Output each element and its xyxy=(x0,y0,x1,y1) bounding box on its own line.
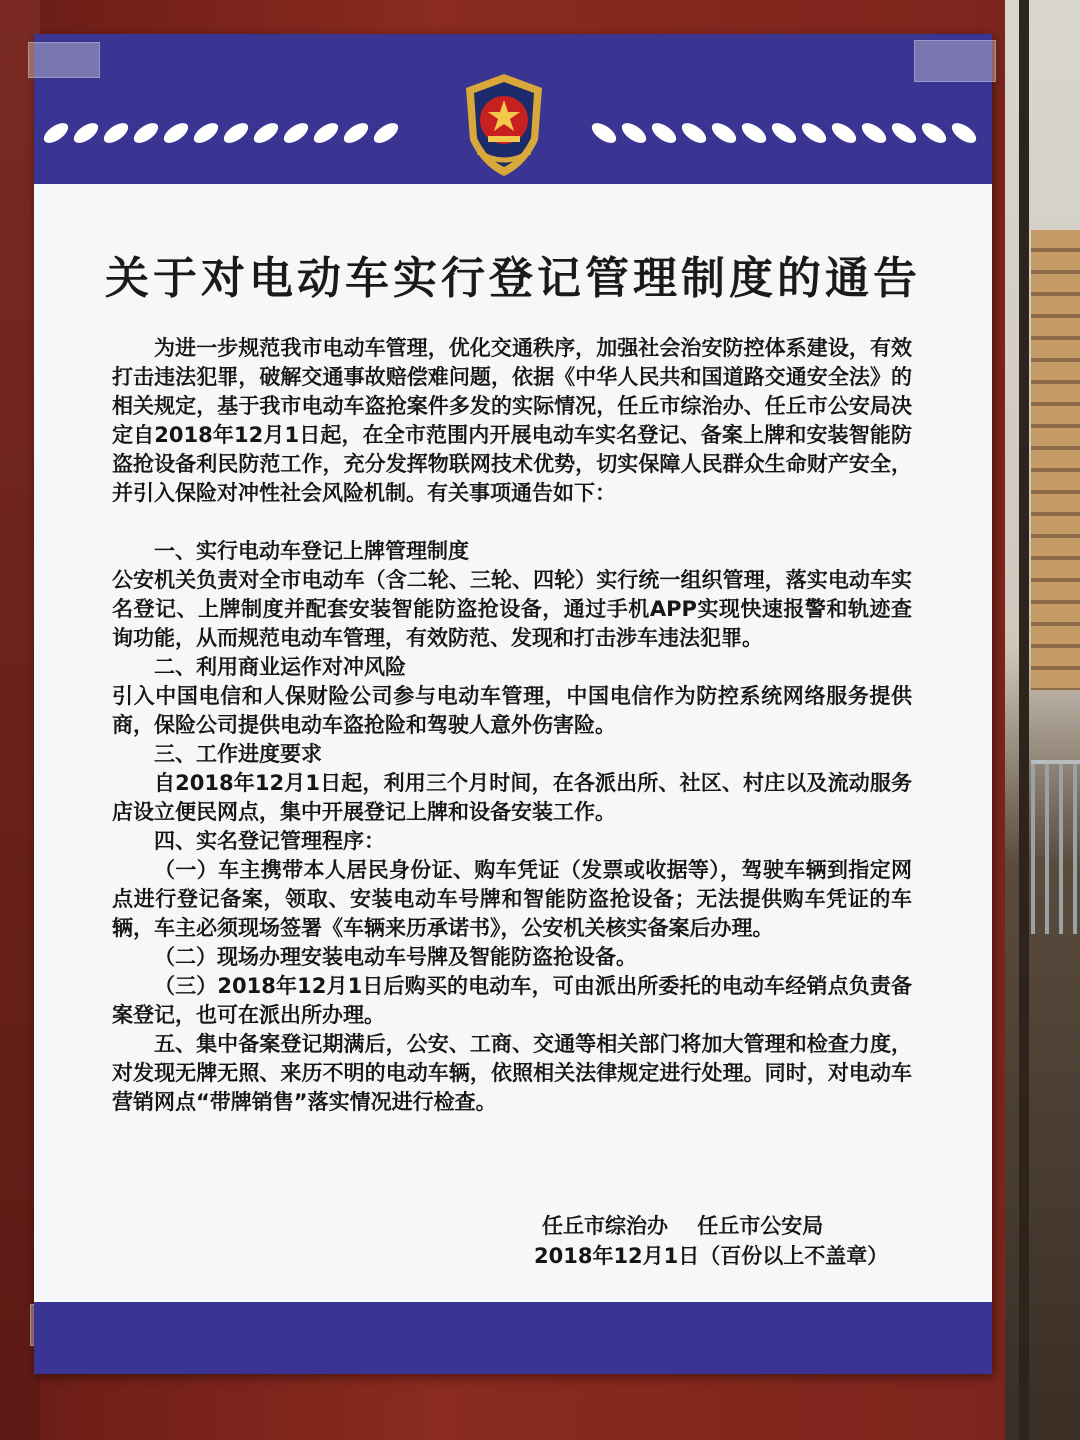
police-emblem-icon xyxy=(454,70,554,180)
signature-block xyxy=(534,1211,934,1271)
balcony-railing xyxy=(1031,760,1080,934)
notice-paragraph: 为进一步规范我市电动车管理，优化交通秩序，加强社会治安防控体系建设，有效打击违法犯罪，破解交通事故赔偿难问题，依据《中华人民共和国道路交通安全法》的相关规定，基于我市电动车盗抢案件多发的实际情况，任丘市综治办、任丘市公安局决定自2018年12月1日起，在全市范围内开展电动车实名登记、备案上牌和安装智能防盗抢设备利民防范工作，充分发挥物联网技术优势，切实保障人民群众生命财产安全，并引入保险对冲性社会风险机制。有关事项通告如下： xyxy=(112,336,912,505)
tape-top-left xyxy=(28,42,100,78)
bottom-blue-band xyxy=(34,1302,992,1374)
notice-paragraph: 一、实行电动车登记上牌管理制度 xyxy=(154,539,469,563)
notice-paragraph: 二、利用商业运作对冲风险 xyxy=(154,655,406,679)
notice-paragraph: （一）车主携带本人居民身份证、购车凭证（发票或收据等），驾驶车辆到指定网点进行登记备案，领取、安装电动车号牌和智能防盗抢设备；无法提供购车凭证的车辆，车主必须现场签署《车辆来历承诺书》，公安机关核实备案后办理。 xyxy=(112,858,912,940)
notice-paragraph: 三、工作进度要求 xyxy=(154,742,322,766)
issue-date: 2018年12月1日（百份以上不盖章） xyxy=(534,1244,889,1268)
notice-title: 关于对电动车实行登记管理制度的通告 xyxy=(105,253,921,304)
notice-paragraph: 五、集中备案登记期满后，公安、工商、交通等相关部门将加大管理和检查力度，对发现无牌无照、来历不明的电动车辆，依照相关法律规定进行处理。同时，对电动车营销网点“带牌销售”落实情况进行检查。 xyxy=(112,1032,912,1114)
notice-paragraph: 四、实名登记管理程序： xyxy=(154,829,385,853)
background-building xyxy=(1031,230,1080,690)
notice-paragraph: （三）2018年12月1日后购买的电动车，可由派出所委托的电动车经销点负责备案登记，也可在派出所办理。 xyxy=(112,974,912,1027)
notice-paragraph: 公安机关负责对全市电动车（含二轮、三轮、四轮）实行统一组织管理，落实电动车实名登记、上牌制度并配套安装智能防盗抢设备，通过手机APP实现快速报警和轨迹查询功能，从而规范电动车管理，有效防范、发现和打击涉车违法犯罪。 xyxy=(112,568,912,650)
window-frame xyxy=(1019,0,1029,1440)
window-view xyxy=(1005,0,1080,1440)
top-blue-band xyxy=(34,34,992,184)
paragraph-gap xyxy=(112,508,912,537)
notice-paragraph: （二）现场办理安装电动车号牌及智能防盗抢设备。 xyxy=(154,945,637,969)
notice-body xyxy=(112,334,912,1117)
wheat-leaf-ornament-right-icon xyxy=(574,104,990,162)
notice-poster xyxy=(34,34,992,1374)
issuing-organizations: 任丘市综治办 任丘市公安局 xyxy=(542,1214,824,1238)
tape-top-right xyxy=(914,40,996,82)
wheat-leaf-ornament-left-icon xyxy=(36,104,416,162)
notice-paragraph: 自2018年12月1日起，利用三个月时间，在各派出所、社区、村庄以及流动服务店设立便民网点，集中开展登记上牌和设备安装工作。 xyxy=(112,771,912,824)
notice-paragraph: 引入中国电信和人保财险公司参与电动车管理，中国电信作为防控系统网络服务提供商，保险公司提供电动车盗抢险和驾驶人意外伤害险。 xyxy=(112,684,912,737)
